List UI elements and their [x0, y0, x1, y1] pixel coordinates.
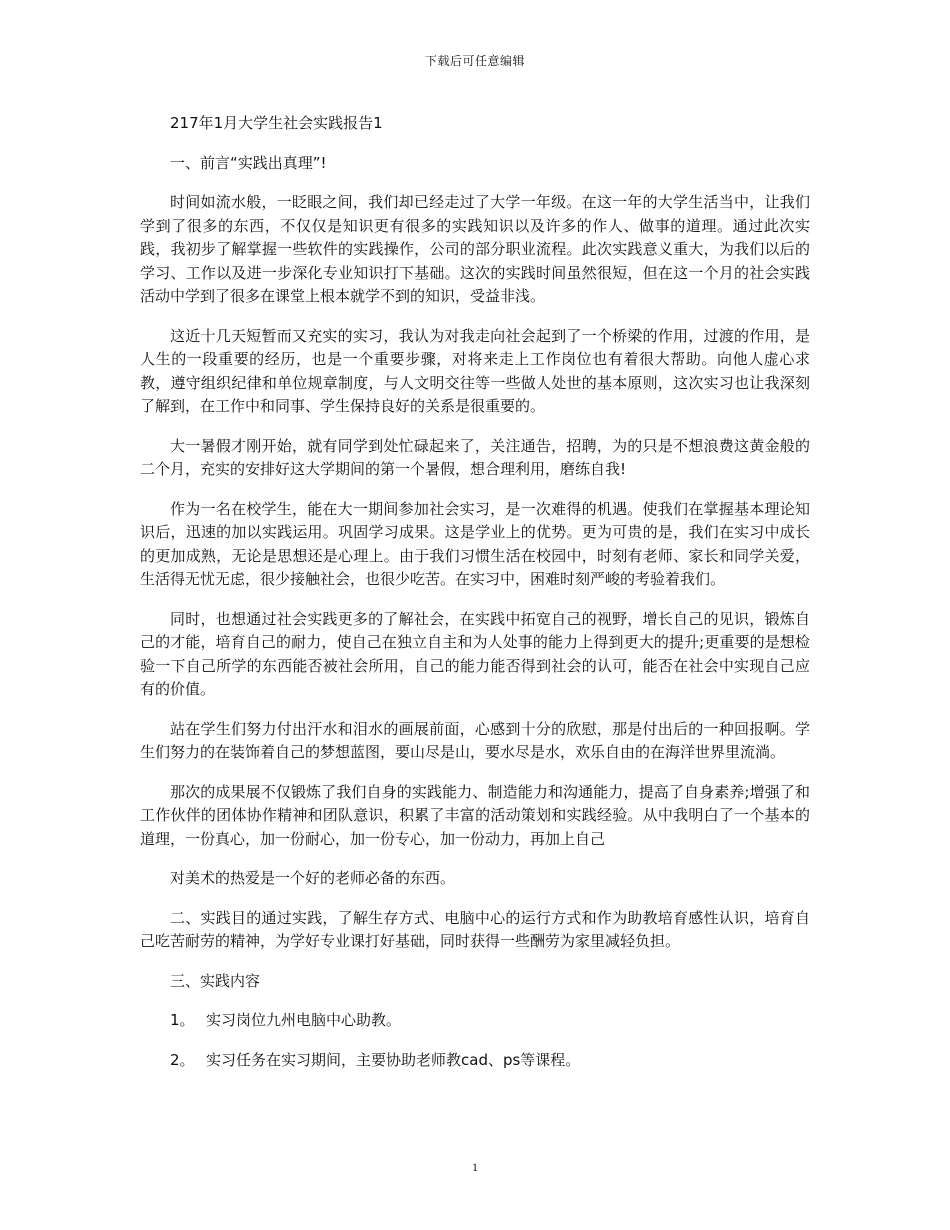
paragraph: 作为一名在校学生，能在大一期间参加社会实习，是一次难得的机遇。使我们在掌握基本理论知识后，迅速的加以实践运用。巩固学习成果。这是学业上的优势。更为可贵的是，我们在实习中成长的更加成熟，无论是思想还是心理上。由于我们习惯生活在校园中，时刻有老师、家长和同学关爱，生活得无忧无虑，很少接触社会，也很少吃苦。在实习中，困难时刻严峻的考验着我们。 — [140, 499, 810, 588]
list-item-text: 实习任务在实习期间，主要协助老师教cad、ps等课程。 — [206, 1050, 581, 1069]
section-heading-purpose: 二、实践目的通过实践，了解生存方式、电脑中心的运行方式和作为助教培育感性认识，培育自己吃苦耐劳的精神，为学好专业课打好基础，同时获得一些酬劳为家里减轻负担。 — [140, 908, 810, 950]
paragraph: 同时，也想通过社会实践更多的了解社会，在实践中拓宽自己的视野，增长自己的见识，锻炼自己的才能，培育自己的耐力，使自己在独立自主和为人处事的能力上得到更大的提升;更重要的是想检验一下自己所学的东西能否被社会所用，自己的能力能否得到社会的认可，能否在社会中实现自己应有的价值。 — [140, 609, 810, 698]
page-header: 下载后可任意编辑 — [424, 54, 525, 68]
list-item-number: 2。 — [170, 1050, 195, 1069]
page-number: 1 — [472, 1160, 478, 1174]
list-item — [140, 1009, 810, 1033]
paragraph: 对美术的热爱是一个好的老师必备的东西。 — [170, 869, 456, 887]
section-heading-content: 三、实践内容 — [170, 971, 261, 990]
paragraph: 那次的成果展不仅锻炼了我们自身的实践能力、制造能力和沟通能力，提高了自身素养;增强了和工作伙伴的团体协作精神和团队意识，积累了丰富的活动策划和实践经验。从中我明白了一个基本的道理，一份真心，加一份耐心，加一份专心，加一份动力，再加上自己 — [140, 782, 810, 848]
paragraph: 这近十几天短暂而又充实的实习，我认为对我走向社会起到了一个桥梁的作用，过渡的作用，是人生的一段重要的经历，也是一个重要步骤，对将来走上工作岗位也有着很大帮助。向他人虚心求教，遵守组织纪律和单位规章制度，与人文明交往等一些做人处世的基本原则，这次实习也让我深刻了解到，在工作中和同事、学生保持良好的关系是很重要的。 — [140, 326, 810, 415]
section-heading-preface: 一、前言“实践出真理”! — [170, 153, 327, 172]
document-title: 217年1月大学生社会实践报告1 — [170, 114, 383, 132]
paragraph: 时间如流水般，一眨眼之间，我们却已经走过了大学一年级。在这一年的大学生活当中，让我们学到了很多的东西，不仅仅是知识更有很多的实践知识以及许多的作人、做事的道理。通过此次实践，我初步了解掌握一些软件的实践操作，公司的部分职业流程。此次实践意义重大，为我们以后的学习、工作以及进一步深化专业知识打下基础。这次的实践时间虽然很短，但在这一个月的社会实践活动中学到了很多在课堂上根本就学不到的知识，受益非浅。 — [140, 193, 810, 305]
list-item-number: 1。 — [170, 1011, 195, 1029]
paragraph: 大一暑假才刚开始，就有同学到处忙碌起来了，关注通告，招聘，为的只是不想浪费这黄金般的二个月，充实的安排好这大学期间的第一个暑假，想合理利用，磨练自我! — [140, 436, 810, 478]
paragraph: 站在学生们努力付出汗水和泪水的画展前面，心感到十分的欣慰，那是付出后的一种回报啊。学生们努力的在装饰着自己的梦想蓝图，要山尽是山，要水尽是水，欢乐自由的在海洋世界里流淌。 — [140, 719, 810, 761]
document-body — [140, 112, 810, 1088]
list-item — [140, 1049, 810, 1073]
list-item-text: 实习岗位九州电脑中心助教。 — [206, 1011, 402, 1029]
